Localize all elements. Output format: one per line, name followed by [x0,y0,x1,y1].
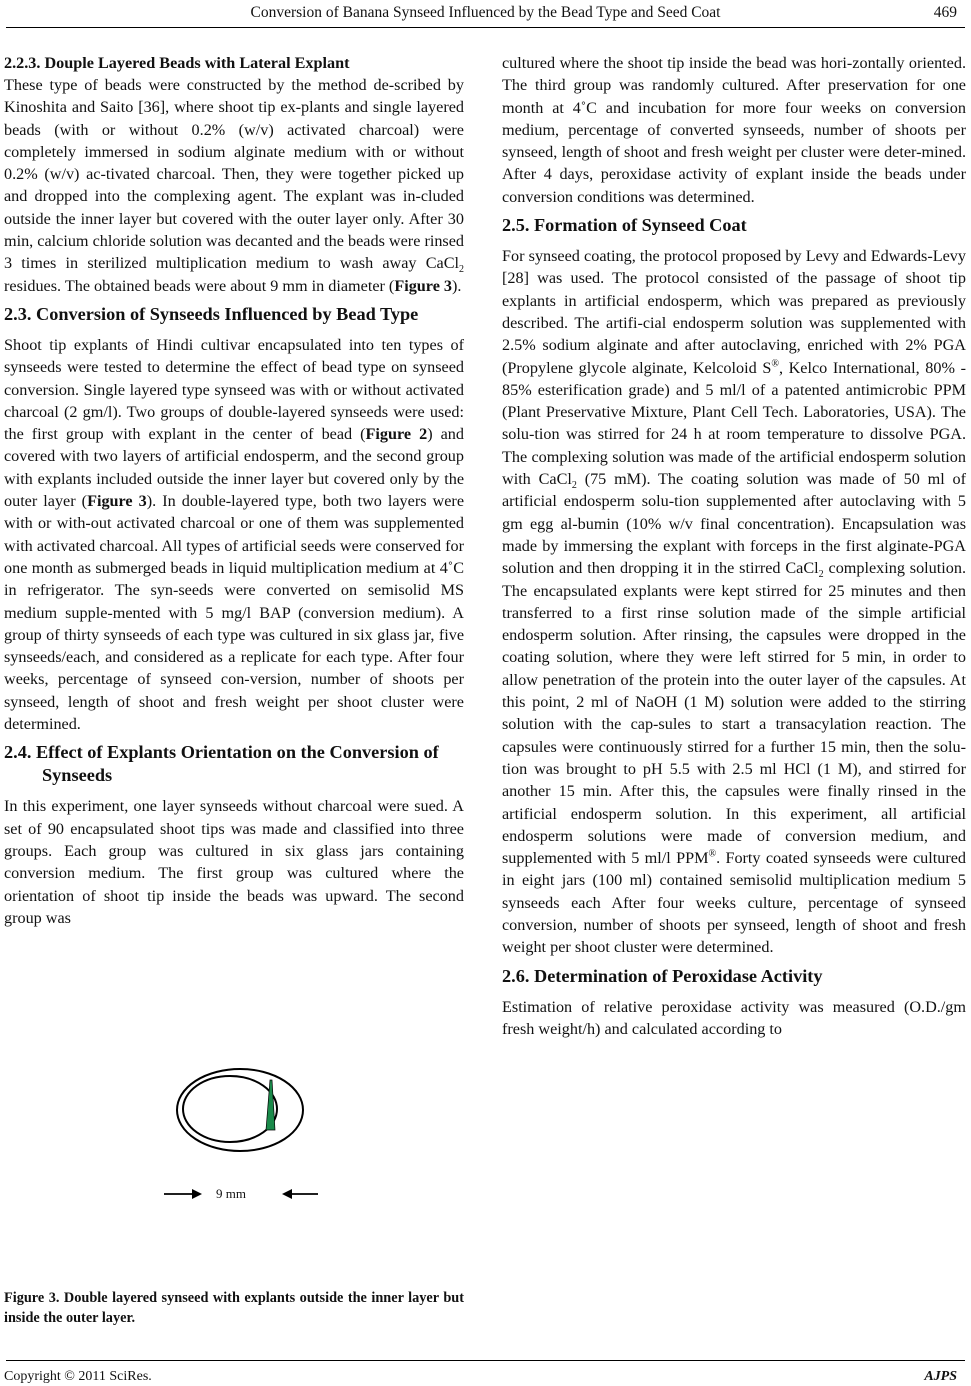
paragraph-2-4: In this experiment, one layer synseeds without charcoal were sued. A set of 90 encapsulated shoot tips was made and classified into three groups. Each group was cultured in six glass jars containing conversion medium. The first group was cultured where the orientation of shoot tip inside the beads was upward. The second group was [4,797,464,927]
inner-layer-ellipse [183,1076,277,1142]
section-heading-2-4: 2.4. Effect of Explants Orientation on the Conversion of Synseeds [4,742,439,786]
page-number: 469 [933,4,957,21]
outer-layer-ellipse [177,1069,303,1151]
section-heading-2-6: 2.6. Determination of Peroxidase Activity [502,965,823,986]
page-footer [0,1360,971,1386]
scale-label: 9 mm [216,1186,246,1201]
running-title: Conversion of Banana Synseed Influenced by the Bead Type and Seed Coat [250,4,721,21]
journal-abbreviation: AJPS [924,1369,957,1384]
figure-3 [160,1064,460,1279]
right-arrow-head [282,1189,292,1199]
footer-rule [6,1360,965,1361]
section-heading-2-5: 2.5. Formation of Synseed Coat [502,215,747,236]
paragraph-2-4-continued: cultured where the shoot tip inside the bead was hori-zontally oriented. The third group was randomly cultured. After preservation for one month at 4˚C and incubation for more four weeks on conversion medium, percentage of converted synseeds, number of shoots per synseed, length of shoot and fresh weight per cluster were deter-mined. After 4 days, peroxidase activity of explant inside the beads under conversion conditions was determined. [502,54,966,206]
paragraph-2-2-3: These type of beads were constructed by the method de-scribed by Kinoshita and Saito [36], where shoot tip ex-plants and single layered beads (with or without 0.2% (w/v) activated charcoal) were completely immersed in sodium alginate medium with or without 0.2% (w/v) ac-tivated charcoal. Then, they were together picked up and dropped into the complexing agent. The explant was in-cluded outside the inner layer but covered with the outer layer only. After 30 min, calcium chloride solution was decanted and the beads were rinsed 3 times in sterilized multiplication medium to wash away CaCl$_2$ residues. The obtained beads were about 9 mm in diameter (Figure 3). [4,76,464,295]
header-rule [6,27,965,28]
shoot-tip-explant [266,1080,275,1130]
figure-2-reference: Figure 2 [365,425,428,444]
left-column [4,52,464,929]
figure-3-caption: Figure 3. Double layered synseed with explants outside the inner layer but inside the outer layer. [4,1290,464,1326]
page-header [0,0,971,26]
synseed-diagram [160,1064,460,1279]
paragraph-2-5: For synseed coating, the protocol proposed by Levy and Edwards-Levy [28] was used. The protocol consisted of the passage of shoot tip explants in artificial endosperm, which was prepared as previously described. The artifi-cial endosperm solution was supplemented with 2.5% sodium alginate and after autoclaving, enriched with 2% PGA (Propylene glycole alginate, Kelcoloid S®, Kelco International, 80% - 85% esterification grade) and 5 ml/l of a patented antimicrobic PPM (Plant Preservative Mixture, Plant Cell Tech. Laboratories, USA). The solu-tion was stirred for 24 h at room temperature to dissolve PGA. The complexing solution was made of the artificial endosperm solution with CaCl$_2$ (75 mM). The coating solution was made of 50 ml of artificial endosperm solu-tion supplemented after autoclaving with 5 gm egg al-bumin (10% w/v final concentration). Encapsulation was made by immersing the explant with forceps in the first alginate-PGA solution and then dropping it in the stirred CaCl$_2$ complexing solution. The encapsulated explants were kept stirred for 25 minutes and then transferred to a first rinse solution made of the simple artificial endosperm solution. After rinsing, the capsules were dropped in the coating solution, where they were left stirred for 5 min, in order to allow penetration of the protein into the outer layer of the capsules. At this point, 2 ml of NaOH (1 M) solution were added to the stirring solution with the cap-sules to start a transacylation reaction. The capsules were continuously stirred for a further 15 min, then the solu-tion was brought to pH 5.5 with 2.5 ml HCl (1 M), and stirred for another 15 min. After this, the capsules were finally rinsed in the artificial endosperm solution. In this experiment, all artificial endosperm solutions were made of conversion medium, and supplemented with 5 ml/l PPM®. Forty coated synseeds were cultured in eight jars (100 ml) contained semisolid multiplication medium 5 synseeds each After four weeks culture, percentage of synseed conversion, number of shoots per synseed, length of shoot and fresh weight per shoot cluster were determined. [502,247,967,957]
section-heading-2-3: 2.3. Conversion of Synseeds Influenced by Bead Type [4,303,419,324]
right-column [502,52,966,1040]
section-heading-2-2-3: 2.2.3. Douple Layered Beads with Lateral Explant [4,54,350,72]
left-arrow-head [192,1189,202,1199]
figure-3-reference: Figure 3 [394,276,453,295]
figure-3-reference: Figure 3 [87,492,147,511]
copyright-notice: Copyright © 2011 SciRes. [4,1369,152,1384]
paragraph-2-6: Estimation of relative peroxidase activity was measured (O.D./gm fresh weight/h) and calculated according to [502,997,966,1038]
paragraph-2-3: Shoot tip explants of Hindi cultivar encapsulated into ten types of synseeds were tested to determine the effect of bead type on synseed conversion. Single layered type synseed was with or without activated charcoal (2 gm/l). Two groups of double-layered synseeds were used: the first group with explant in the center of bead (Figure 2) and covered with two layers of artificial endosperm, and the second group with explants included outside the inner layer but covered only by the outer layer (Figure 3). In double-layered type, both two layers were with or with-out activated charcoal or one of them was supplemented with activated charcoal. All types of artificial seeds were conserved for one month as submerged beads in liquid multiplication medium at 4˚C in refrigerator. The syn-seeds were converted on semisolid MS medium supple-mented with 5 mg/l BAP (conversion medium). A group of thirty synseeds of each type was cultured in six glass jar, five synseeds/each, and considered as a replicate for each type. After four weeks, percentage of synseed con-version, number of shoots per synseed, length of shoot and fresh weight per shoot cluster were determined. [4,335,465,734]
